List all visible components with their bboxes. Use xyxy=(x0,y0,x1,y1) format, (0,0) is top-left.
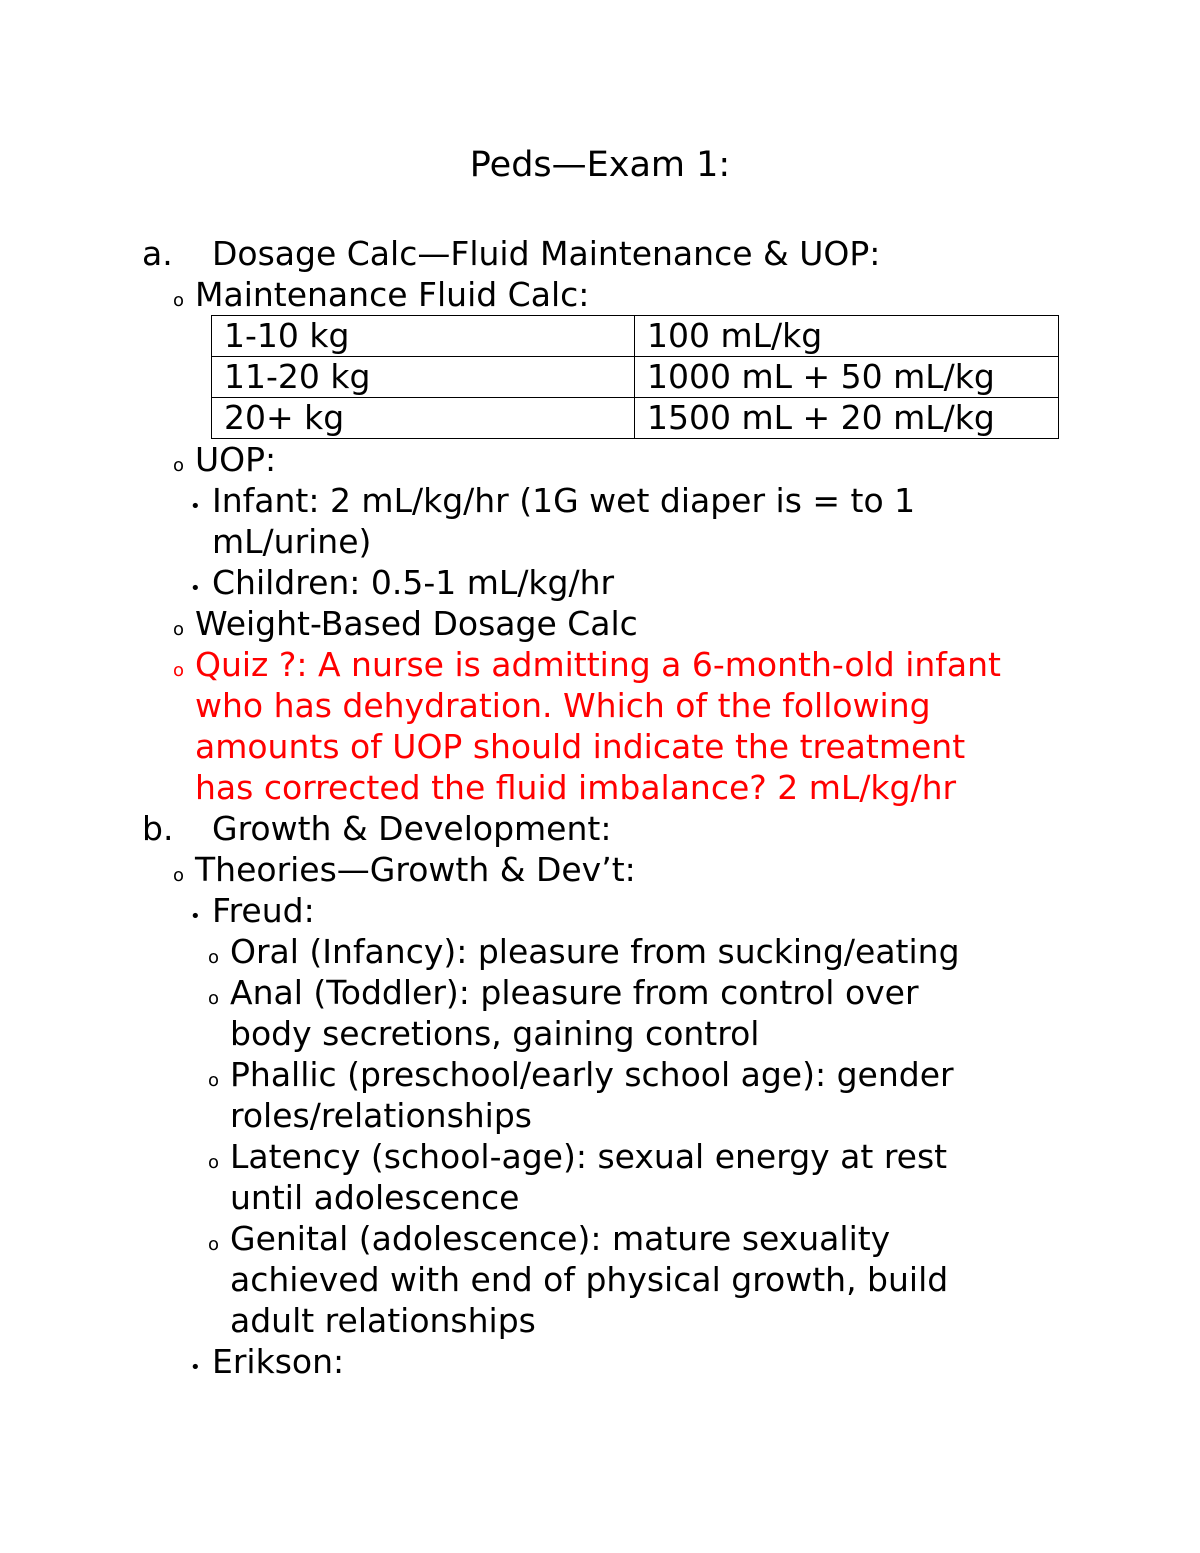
uop-children-text: Children: 0.5-1 mL/kg/hr xyxy=(212,563,615,602)
uop-label: UOP: xyxy=(195,440,277,479)
page-title: Peds—Exam 1: xyxy=(469,145,731,185)
weight-cell: 11-20 kg xyxy=(212,357,635,398)
quiz-line: who has dehydration. Which of the following xyxy=(195,686,931,725)
circle-bullet-icon: o xyxy=(173,455,185,476)
freud-oral-text: Oral (Infancy): pleasure from sucking/eating xyxy=(230,932,960,971)
uop-infant-continuation: mL/urine) xyxy=(212,522,372,561)
volume-cell: 1000 mL + 50 mL/kg xyxy=(635,357,1059,398)
freud-phallic-text: Phallic (preschool/early school age): gender xyxy=(230,1055,954,1094)
freud-anal-text: Anal (Toddler): pleasure from control over xyxy=(230,973,919,1012)
section-b-marker: b. xyxy=(142,809,174,848)
freud-genital-text: Genital (adolescence): mature sexuality xyxy=(230,1219,891,1258)
freud-genital-continuation: achieved with end of physical growth, build xyxy=(230,1260,949,1299)
circle-bullet-icon: o xyxy=(208,947,220,968)
circle-bullet-icon: o xyxy=(208,988,220,1009)
freud-genital-continuation: adult relationships xyxy=(230,1301,536,1340)
erikson-label: Erikson: xyxy=(212,1342,345,1381)
weight-based-text: Weight-Based Dosage Calc xyxy=(195,604,638,643)
table-row xyxy=(212,357,1059,398)
freud-label: Freud: xyxy=(212,891,315,930)
freud-genital-item xyxy=(0,1218,1200,1259)
erikson-item xyxy=(0,1341,1200,1382)
dot-bullet-icon: • xyxy=(190,1357,201,1378)
uop-item xyxy=(0,439,1200,480)
section-a-heading xyxy=(0,233,1200,274)
freud-anal-continuation: body secretions, gaining control xyxy=(230,1014,760,1053)
freud-latency-continuation: until adolescence xyxy=(230,1178,520,1217)
circle-bullet-icon: o xyxy=(173,865,185,886)
maintenance-fluid-item xyxy=(0,274,1200,315)
table-row xyxy=(212,398,1059,439)
uop-infant-item xyxy=(0,480,1200,521)
quiz-line: Quiz ?: A nurse is admitting a 6-month-old infant xyxy=(195,645,1001,684)
weight-based-item xyxy=(0,603,1200,644)
dot-bullet-icon: • xyxy=(190,906,201,927)
theories-label: Theories—Growth & Dev’t: xyxy=(195,850,636,889)
weight-cell: 20+ kg xyxy=(212,398,635,439)
quiz-line: amounts of UOP should indicate the treatment xyxy=(195,727,966,766)
dot-bullet-icon: • xyxy=(190,578,201,599)
freud-item xyxy=(0,890,1200,931)
circle-bullet-icon: o xyxy=(173,619,185,640)
circle-bullet-icon: o xyxy=(208,1152,220,1173)
volume-cell: 100 mL/kg xyxy=(635,316,1059,357)
circle-bullet-icon: o xyxy=(208,1070,220,1091)
maintenance-fluid-label: Maintenance Fluid Calc: xyxy=(195,275,590,314)
freud-phallic-continuation: roles/relationships xyxy=(230,1096,532,1135)
document-body xyxy=(0,233,1200,1382)
quiz-item xyxy=(0,644,1200,685)
volume-cell: 1500 mL + 20 mL/kg xyxy=(635,398,1059,439)
table-row xyxy=(212,316,1059,357)
quiz-line: has corrected the fluid imbalance? 2 mL/kg/hr xyxy=(195,768,957,807)
circle-bullet-icon: o xyxy=(173,290,185,311)
freud-latency-item xyxy=(0,1136,1200,1177)
section-b-heading-text: Growth & Development: xyxy=(212,809,612,848)
theories-item xyxy=(0,849,1200,890)
section-a-marker: a. xyxy=(142,234,173,273)
circle-bullet-icon: o xyxy=(173,660,185,681)
uop-children-item xyxy=(0,562,1200,603)
dot-bullet-icon: • xyxy=(190,496,201,517)
freud-latency-text: Latency (school-age): sexual energy at rest xyxy=(230,1137,948,1176)
section-b-heading xyxy=(0,808,1200,849)
freud-oral-item xyxy=(0,931,1200,972)
freud-anal-item xyxy=(0,972,1200,1013)
weight-cell: 1-10 kg xyxy=(212,316,635,357)
section-a-heading-text: Dosage Calc—Fluid Maintenance & UOP: xyxy=(212,234,881,273)
freud-phallic-item xyxy=(0,1054,1200,1095)
circle-bullet-icon: o xyxy=(208,1234,220,1255)
uop-infant-text: Infant: 2 mL/kg/hr (1G wet diaper is = to 1 xyxy=(212,481,916,520)
maintenance-fluid-table xyxy=(211,315,1059,439)
